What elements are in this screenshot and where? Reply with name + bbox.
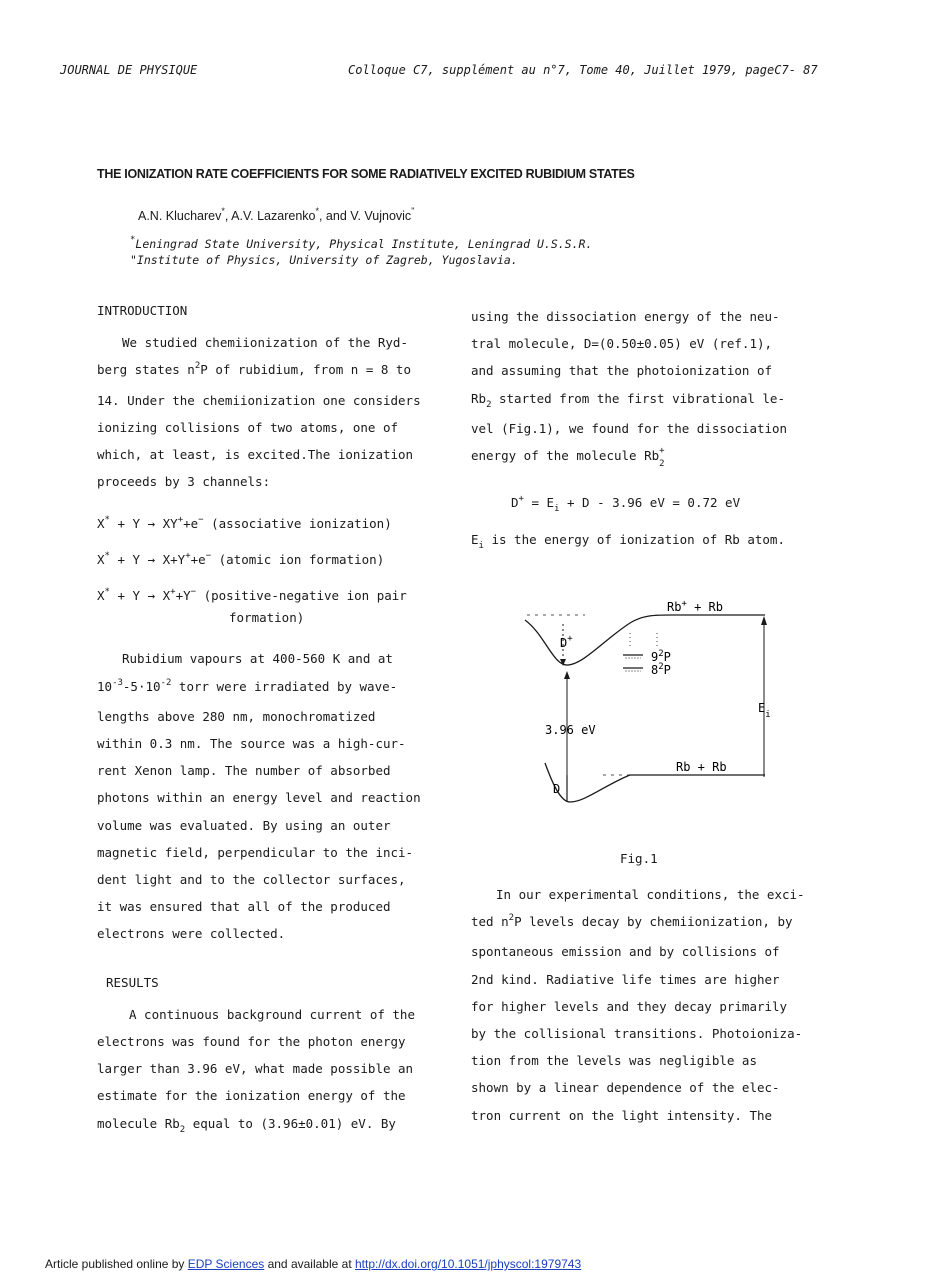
body-line: shown by a linear dependence of the elec-	[471, 1080, 780, 1096]
body-line	[471, 526, 787, 556]
section-heading-results: RESULTS	[106, 974, 159, 990]
journal-name: JOURNAL DE PHYSIQUE	[60, 63, 198, 77]
affiliation-1	[130, 237, 592, 251]
body-line: electrons were collected.	[97, 926, 286, 942]
body-line: volume was evaluated. By using an outer	[97, 817, 391, 833]
text-run: energy of the molecule Rb	[471, 448, 660, 464]
footer-text: Article published online by	[45, 1257, 188, 1271]
body-line: using the dissociation energy of the neu-	[471, 309, 780, 324]
text-run: -5·10	[122, 678, 161, 694]
text-run: = E	[523, 495, 555, 511]
label-d-plus: D+	[560, 634, 573, 650]
body-line	[471, 385, 787, 415]
body-line: tral molecule, D=(0.50±0.05) eV (ref.1),	[471, 336, 773, 352]
label-d: D	[553, 782, 561, 796]
subscript: i	[554, 504, 560, 515]
label-energy: 3.96 eV	[545, 723, 596, 737]
intro-line	[97, 356, 421, 386]
edp-sciences-link[interactable]: EDP Sciences	[187, 1257, 265, 1271]
subscript: 2	[659, 459, 665, 470]
subscript: i	[478, 541, 484, 552]
text-run: P levels decay by chemiionization, by	[514, 914, 793, 930]
body-line: for higher levels and they decay primarily	[471, 998, 788, 1014]
superscript: +	[518, 494, 524, 505]
text-run: X	[97, 552, 105, 568]
text-run: Rb	[471, 390, 487, 406]
channel-3-cont: formation)	[229, 610, 305, 626]
body-line: photons within an energy level and reaction	[97, 790, 421, 806]
body-line	[471, 908, 805, 938]
body-line: Rubidium vapours at 400-560 K and at	[122, 651, 393, 667]
text-run: X	[97, 588, 105, 604]
text-run: + Y → X+Y	[109, 552, 186, 568]
body-line	[471, 442, 787, 469]
body-line	[97, 1110, 421, 1140]
ei-arrowhead	[761, 616, 767, 625]
channel-1: X* + Y → XY++e− (associative ionization)	[97, 515, 392, 532]
intro-line: proceeds by 3 channels:	[97, 474, 271, 490]
author-2: , A.V. Lazarenko	[224, 209, 316, 223]
body-line: spontaneous emission and by collisions of	[471, 944, 780, 960]
text-run: + D - 3.96 eV = 0.72 eV	[559, 495, 741, 511]
equation	[471, 489, 787, 519]
body-line: tron current on the light intensity. The	[471, 1107, 773, 1123]
body-line: it was ensured that all of the produced	[97, 899, 391, 915]
footer	[45, 1257, 581, 1271]
text-run: + Y → X	[109, 588, 171, 604]
body-line: In our experimental conditions, the exci-	[496, 887, 805, 902]
text-run: (atomic ion formation)	[211, 552, 385, 568]
body-line: A continuous background current of the	[129, 1006, 415, 1022]
body-line: larger than 3.96 eV, what made possible an	[97, 1061, 414, 1077]
body-line: dent light and to the collector surfaces,	[97, 872, 406, 888]
text-run: D	[511, 495, 519, 511]
affiliation-2: "Institute of Physics, University of Zagreb, Yugoslavia.	[130, 253, 518, 267]
body-line: rent Xenon lamp. The number of absorbed	[97, 763, 391, 779]
body-line: by the collisional transitions. Photoioniza-	[471, 1026, 803, 1042]
body-line: electrons was found for the photon energy	[97, 1034, 406, 1050]
doi-link[interactable]: http://dx.doi.org/10.1051/jphyscol:1979743	[354, 1257, 582, 1271]
label-rb-ion: Rb+ + Rb	[667, 599, 723, 614]
footer-text: and available at	[264, 1257, 355, 1271]
author-mark: *	[221, 206, 225, 216]
superscript: 2	[508, 913, 515, 924]
text-run: E	[471, 532, 479, 548]
text-run: P of rubidium, from n = 8 to	[200, 362, 411, 378]
body-line: estimate for the ionization energy of the	[97, 1088, 406, 1104]
superscript: 2	[194, 361, 201, 372]
text-run: torr were irradiated by wave-	[171, 678, 398, 694]
subscript: 2	[486, 399, 492, 410]
body-line	[97, 673, 421, 703]
intro-line: ionizing collisions of two atoms, one of	[97, 419, 399, 435]
superscript: -2	[160, 677, 172, 688]
author-3: , and V. Vujnovic	[318, 209, 412, 223]
channel-2: X* + Y → X+Y++e− (atomic ion formation)	[97, 551, 385, 568]
citation: Colloque C7, supplément au n°7, Tome 40, Juillet 1979, pageC7- 87	[348, 63, 818, 77]
label-ei: $E_i$	[758, 701, 771, 720]
subscript: 2	[179, 1124, 186, 1135]
superscript: +	[659, 446, 665, 457]
text-run: X	[97, 516, 105, 532]
author-1: A.N. Klucharev	[138, 209, 222, 223]
text-run: +e	[183, 516, 199, 532]
label-9p: $9^2P$	[651, 649, 671, 664]
body-line: 2nd kind. Radiative life times are higher	[471, 971, 780, 987]
body-line: vel (Fig.1), we found for the dissociation	[471, 420, 788, 436]
superscript: -3	[112, 677, 123, 688]
authors	[138, 206, 415, 223]
text-run: ted n	[471, 914, 509, 930]
body-line: tion from the levels was negligible as	[471, 1053, 757, 1069]
section-heading-introduction: INTRODUCTION	[97, 303, 188, 318]
author-mark: "	[411, 206, 415, 216]
label-rb-rb: Rb + Rb	[676, 760, 727, 774]
intro-line: which, at least, is excited.The ionization	[97, 447, 414, 463]
text-run: equal to (3.96±0.01) eV. By	[185, 1115, 396, 1131]
text-run: berg states n	[97, 362, 195, 378]
text-run: molecule Rb	[97, 1115, 180, 1131]
text-run: is the energy of ionization of Rb atom.	[483, 532, 785, 548]
label-8p: $8^2P$	[651, 662, 671, 677]
right-column-top	[471, 303, 787, 557]
affiliation-mark: *	[130, 235, 136, 245]
intro-line: We studied chemiionization of the Ryd-	[122, 335, 408, 351]
text-run: (positive-negative ion pair	[196, 588, 407, 604]
channel-3: X* + Y → X++Y− (positive-negative ion pair	[97, 587, 407, 604]
author-mark: *	[315, 206, 319, 216]
text-run: +Y	[175, 588, 191, 604]
right-column-bottom	[471, 881, 805, 1129]
intro-line: 14. Under the chemiionization one considers	[97, 392, 421, 408]
body-line: lengths above 280 nm, monochromatized	[97, 708, 376, 724]
neutral-potential-curve	[545, 763, 765, 802]
text-run: 10	[97, 678, 113, 694]
photoionization-arrowhead	[564, 671, 570, 679]
text-run: + Y → XY	[109, 516, 178, 532]
affiliation-1-text: Leningrad State University, Physical Institute, Leningrad U.S.S.R.	[135, 237, 593, 251]
left-column	[97, 297, 421, 1140]
figure-1-diagram	[515, 595, 785, 810]
body-line: within 0.3 nm. The source was a high-cur-	[97, 736, 406, 752]
text-run: started from the first vibrational le-	[491, 390, 785, 406]
paper-title: THE IONIZATION RATE COEFFICIENTS FOR SOME RADIATIVELY EXCITED RUBIDIUM STATES	[97, 167, 635, 181]
body-line: and assuming that the photoionization of	[471, 363, 773, 379]
figure-caption: Fig.1	[620, 851, 658, 866]
text-run: (associative ionization)	[203, 516, 392, 532]
body-line: magnetic field, perpendicular to the inci-	[97, 844, 414, 860]
text-run: +e	[190, 552, 206, 568]
